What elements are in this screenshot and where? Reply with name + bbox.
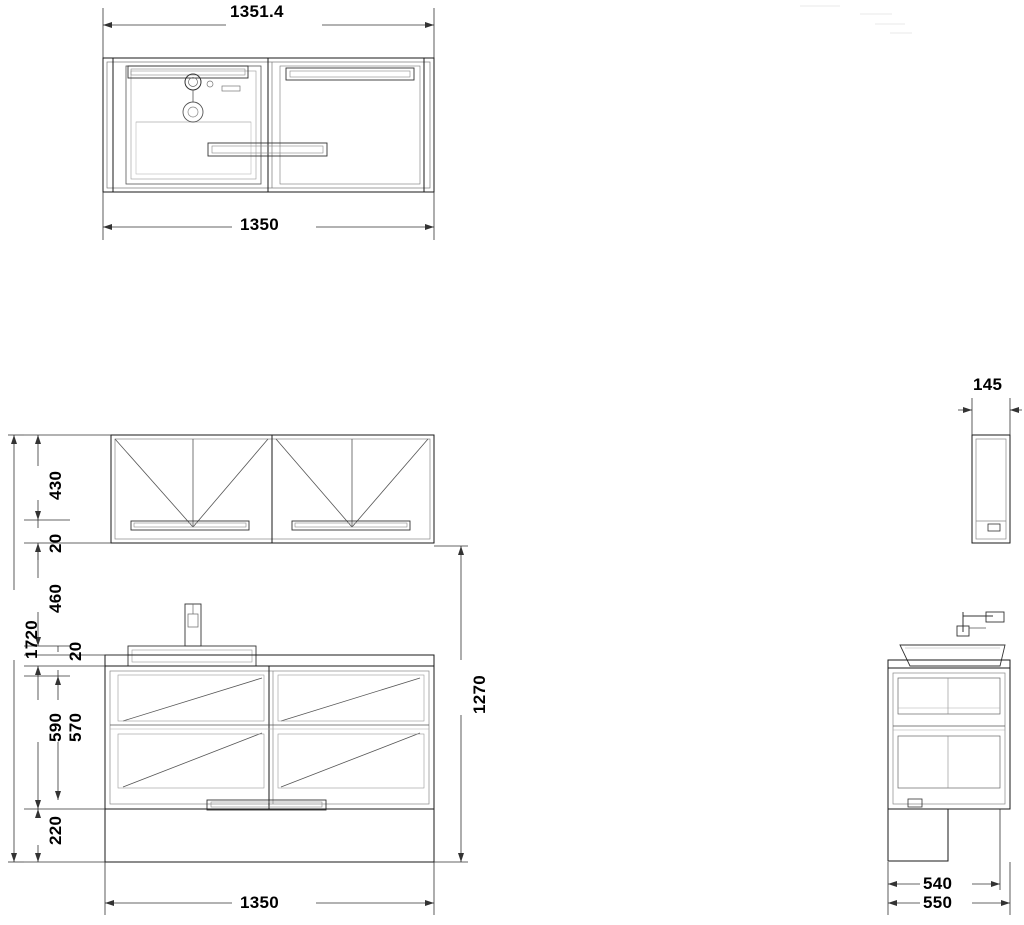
dim-label-220: 220 [46,815,65,845]
dim-label-20-upper: 20 [46,533,65,553]
dimension-145 [958,398,1022,435]
dim-label-1350-bottom: 1350 [240,893,280,912]
front-view-vanity-group [105,604,434,862]
dim-label-430: 430 [46,470,65,500]
dim-label-590: 590 [46,712,65,742]
dim-label-540: 540 [923,874,953,893]
dim-label-570: 570 [66,712,85,742]
side-view-vanity-group [888,612,1010,861]
faint-marks [800,6,912,33]
dimension-1270 [434,546,468,862]
dim-label-550: 550 [923,893,953,912]
dim-label-20-lower: 20 [66,641,85,661]
dim-label-top-overall: 1351.4 [230,2,284,21]
dim-label-1270: 1270 [470,674,489,714]
dim-label-1720: 1720 [22,619,41,659]
dim-label-460: 460 [46,583,65,613]
front-view-wall-cabinet-group [111,435,434,543]
top-view-group [103,8,434,240]
dim-label-top-width: 1350 [240,215,280,234]
dim-label-145: 145 [973,375,1003,394]
side-view-wall-cabinet-group [972,435,1010,543]
